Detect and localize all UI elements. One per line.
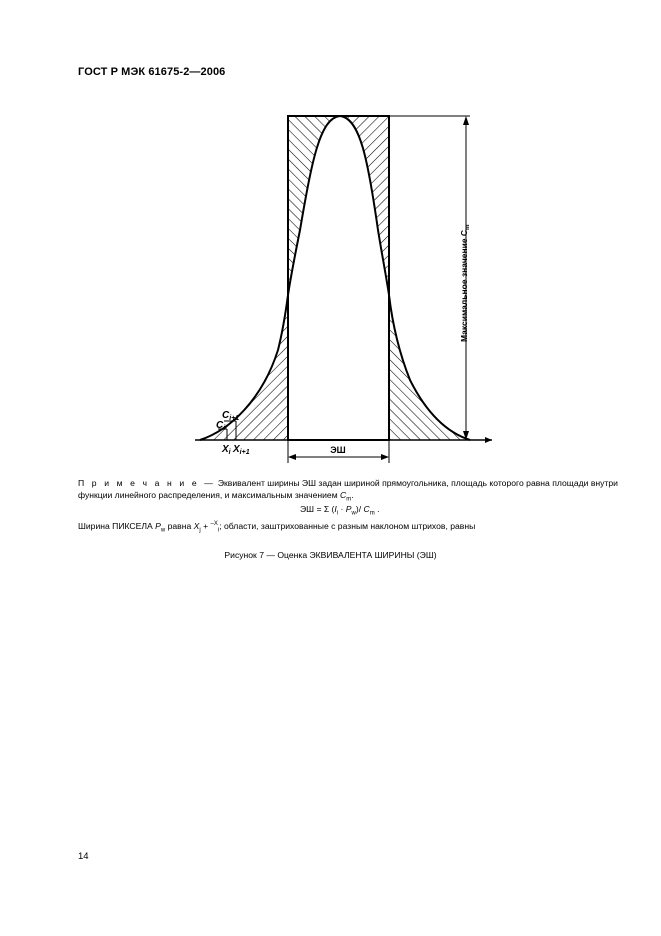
note2-tail-sub: i <box>217 527 220 534</box>
formula-p-sub: w <box>351 510 356 517</box>
width-arrow-right <box>381 454 389 460</box>
formula-lhs: ЭШ = Σ ( <box>300 504 335 514</box>
note-line1: Эквивалент ширины ЭШ задан шириной прямоугольника, площадь которого равна площади внутри функции линейного распределения, и максимальным значением <box>78 478 618 500</box>
hatch-region-top-right <box>342 116 389 295</box>
note2-mid: равна <box>165 520 194 531</box>
note-cm: C <box>340 489 347 500</box>
document-header: ГОСТ Р МЭК 61675-2—2006 <box>78 66 226 78</box>
formula-c-sub: m <box>369 510 375 517</box>
formula-p: P <box>345 504 352 514</box>
note2-sup: –X <box>210 521 218 527</box>
label-ci: $C_i$ <box>216 420 226 432</box>
equivalent-width-formula <box>300 504 380 517</box>
width-arrow-left <box>288 454 296 460</box>
note2-p-sub: w <box>160 527 166 534</box>
pixel-width-note <box>78 520 618 535</box>
note-line1-end: . <box>351 489 354 500</box>
label-max-value: Максимальное значение $C_m$ <box>459 224 471 342</box>
page-number: 14 <box>78 851 89 862</box>
note-prefix: П р и м е ч а н и е — <box>78 478 216 488</box>
label-xi: $X_i$ <box>222 444 231 456</box>
note2-x-sub: j <box>199 527 201 534</box>
hatch-region-tail-right <box>389 295 470 440</box>
note2-p: P <box>155 520 161 531</box>
formula-i: I <box>334 504 337 514</box>
label-xi-plus-1: $X_{i+1}$ <box>233 444 250 456</box>
line-spread-function-curve <box>200 116 470 440</box>
formula-c: C <box>363 504 370 514</box>
hatch-region-top-left <box>288 116 338 295</box>
max-dim-arrow-top <box>463 116 469 125</box>
note2-start: Ширина ПИКСЕЛА <box>78 520 156 531</box>
formula-div: )/ <box>355 504 364 514</box>
formula-i-sub: i <box>336 510 339 517</box>
formula-end: . <box>374 504 380 514</box>
formula-mid: · <box>338 504 346 514</box>
figure-caption: Рисунок 7 — Оценка ЭКВИВАЛЕНТА ШИРИНЫ (ЭШ) <box>224 550 437 560</box>
hatch-region-tail-left <box>200 295 288 440</box>
figure-note <box>78 478 618 503</box>
note2-end: ; области, заштрихованные с разным наклоном штрихов, равны <box>219 520 476 531</box>
note-cm-sub: m <box>346 496 352 503</box>
label-ci-plus-1: $C_{i+1}$ <box>222 410 240 422</box>
note2-x: X <box>193 520 200 531</box>
label-width: ЭШ <box>330 445 346 455</box>
note2-plus: + <box>200 520 211 531</box>
